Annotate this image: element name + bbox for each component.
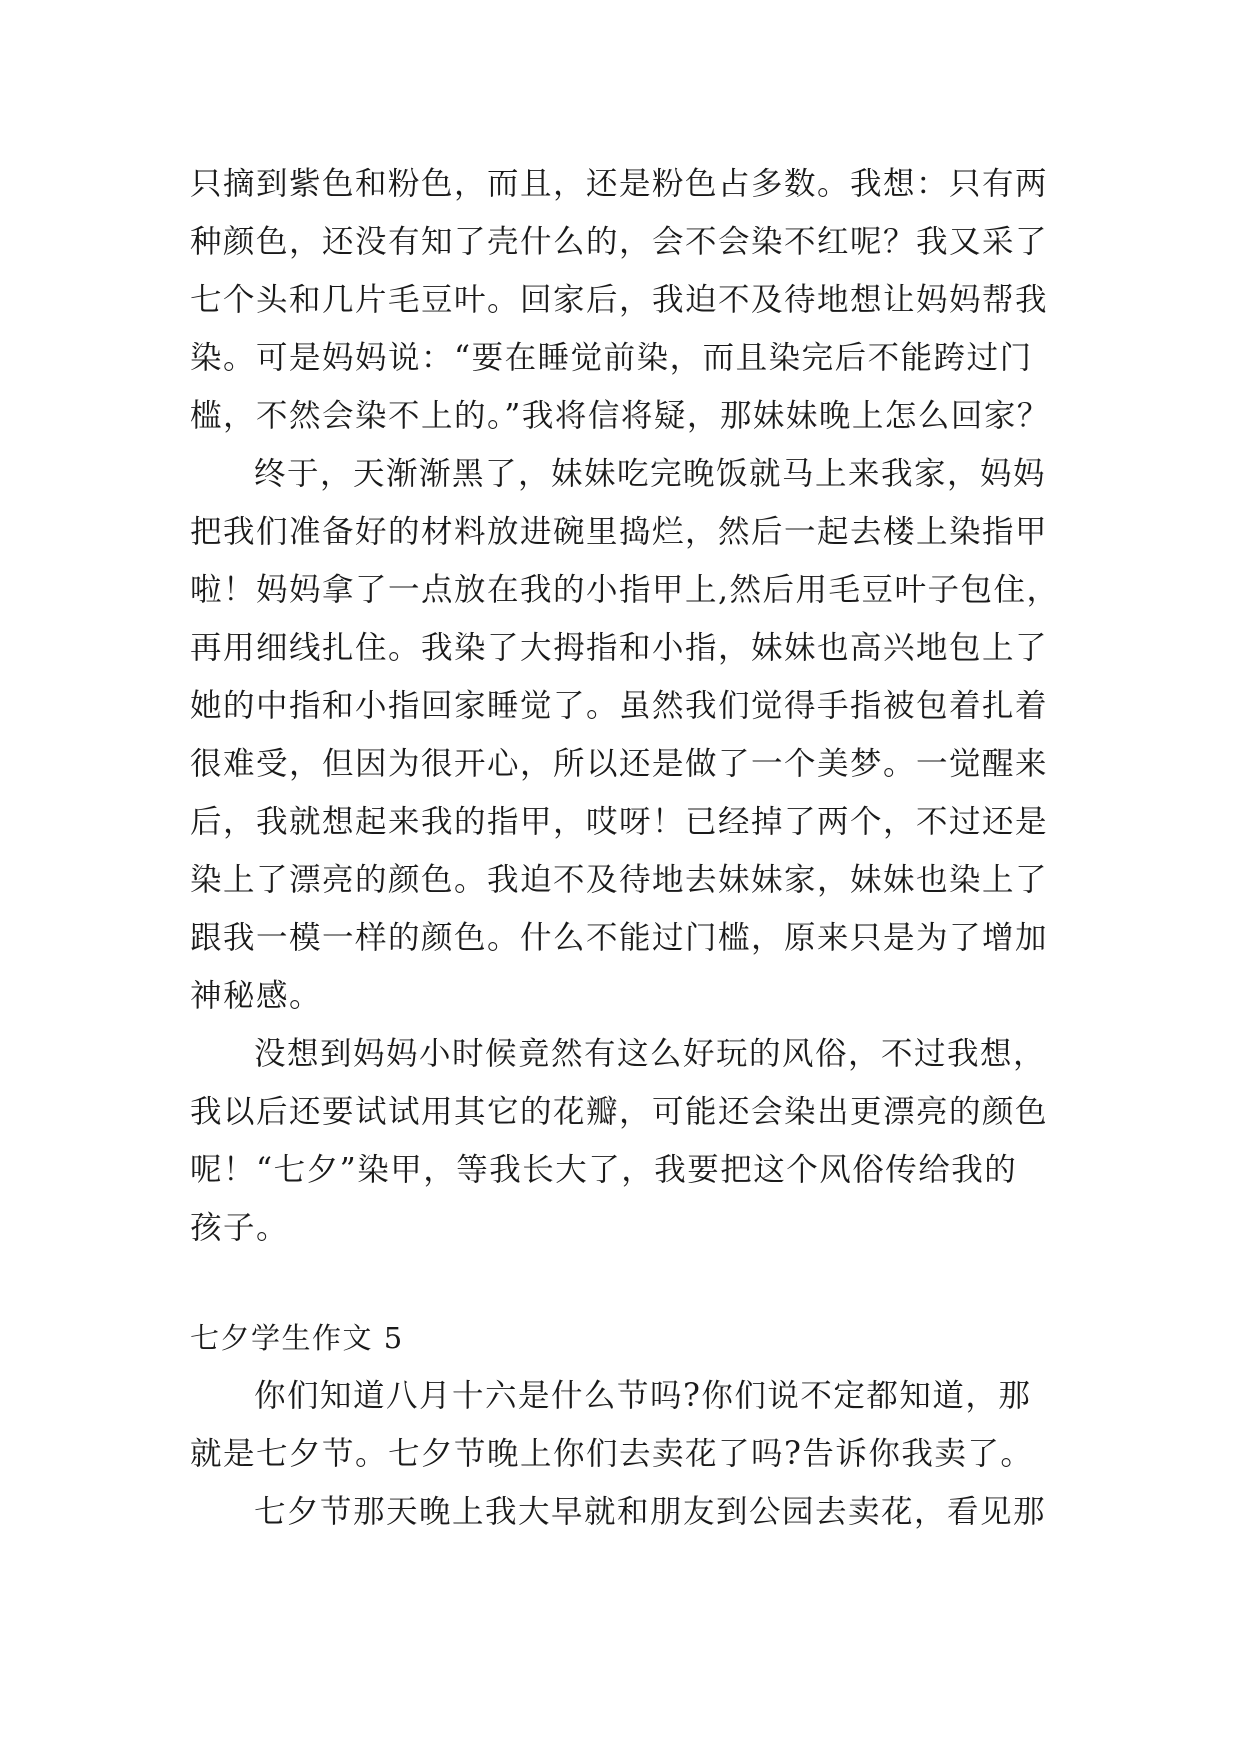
- text-line: 我以后还要试试用其它的花瓣，可能还会染出更漂亮的颜色: [190, 1094, 1049, 1130]
- text-line: 七夕节那天晚上我大早就和朋友到公园去卖花，看见那: [254, 1494, 1047, 1530]
- text-line: 终于，天渐渐黑了，妹妹吃完晚饭就马上来我家，妈妈: [254, 456, 1047, 492]
- text-line: 再用细线扎住。我染了大拇指和小指，妹妹也高兴地包上了: [190, 630, 1049, 666]
- text-line: 种颜色，还没有知了壳什么的，会不会染不红呢？我又采了: [190, 224, 1049, 260]
- text-line: 孩子。: [190, 1210, 290, 1246]
- text-line: 只摘到紫色和粉色，而且，还是粉色占多数。我想：只有两: [190, 166, 1049, 202]
- text-line: 染上了漂亮的颜色。我迫不及待地去妹妹家，妹妹也染上了: [190, 862, 1049, 898]
- text-line: 跟我一模一样的颜色。什么不能过门槛，原来只是为了增加: [190, 920, 1049, 956]
- text-line: 就是七夕节。七夕节晚上你们去卖花了吗?告诉你我卖了。: [190, 1436, 1034, 1472]
- text-line: 槛，不然会染不上的。”我将信将疑，那妹妹晚上怎么回家？: [190, 398, 1050, 434]
- text-line: 后，我就想起来我的指甲，哎呀！已经掉了两个，不过还是: [190, 804, 1049, 840]
- section-title: 七夕学生作文 5: [190, 1321, 404, 1355]
- text-line: 染。可是妈妈说：“要在睡觉前染，而且染完后不能跨过门: [190, 340, 1033, 376]
- text-line: 神秘感。: [190, 978, 323, 1014]
- text-line: 没想到妈妈小时候竟然有这么好玩的风俗，不过我想，: [254, 1036, 1047, 1072]
- text-line: 七个头和几片毛豆叶。回家后，我迫不及待地想让妈妈帮我: [190, 282, 1049, 318]
- text-line: 她的中指和小指回家睡觉了。虽然我们觉得手指被包着扎着: [190, 688, 1049, 724]
- text-line: 你们知道八月十六是什么节吗?你们说不定都知道，那: [254, 1378, 1032, 1414]
- text-line: 很难受，但因为很开心，所以还是做了一个美梦。一觉醒来: [190, 746, 1049, 782]
- text-line: 啦！妈妈拿了一点放在我的小指甲上,然后用毛豆叶子包住，: [190, 572, 1060, 608]
- text-line: 呢！“七夕”染甲，等我长大了，我要把这个风俗传给我的: [190, 1152, 1018, 1188]
- text-line: 把我们准备好的材料放进碗里捣烂，然后一起去楼上染指甲: [190, 514, 1049, 550]
